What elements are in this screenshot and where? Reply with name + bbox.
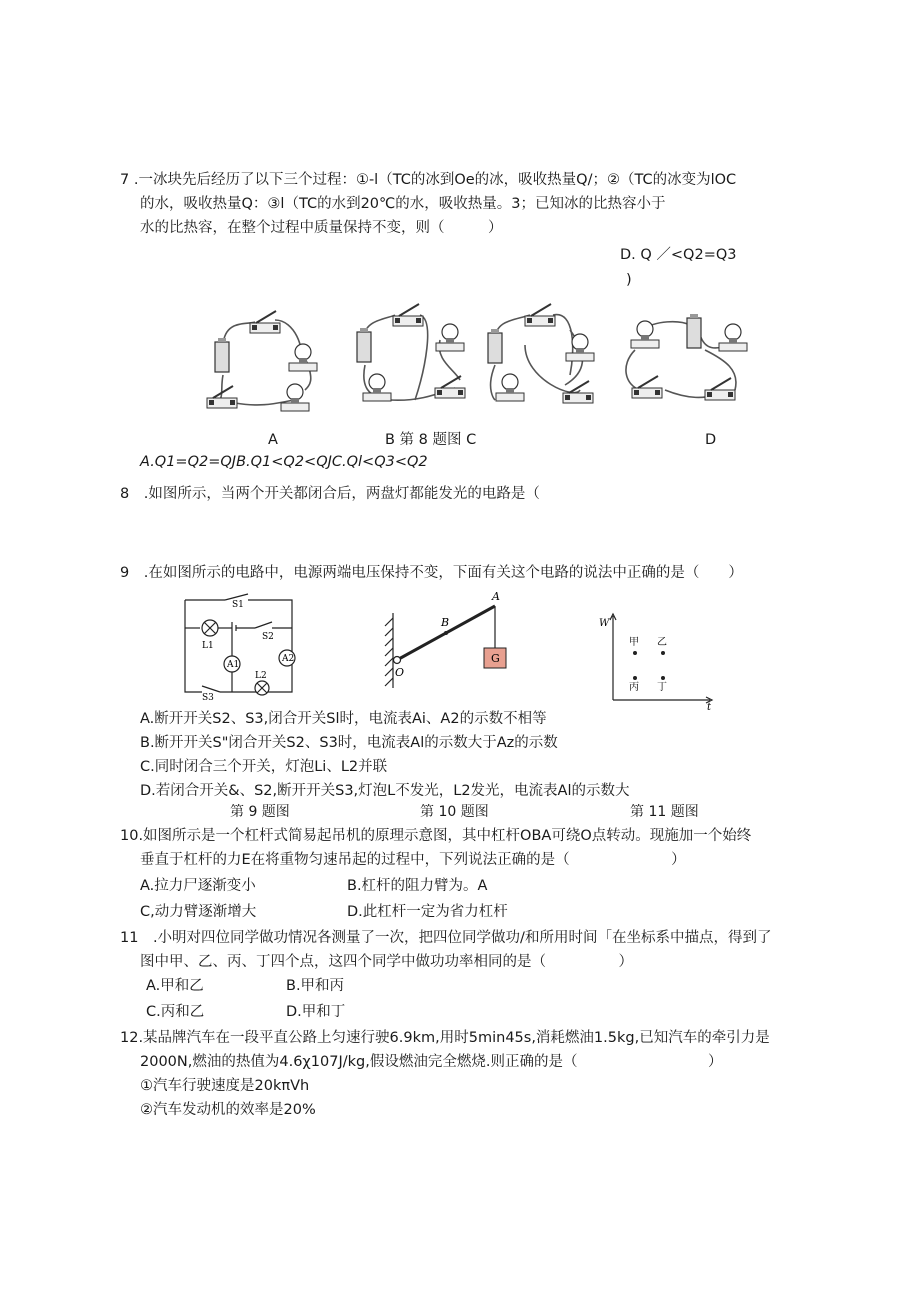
fig11-bing: 丙 <box>629 682 639 693</box>
q11-line1: 11 .小明对四位同学做功情况各测量了一次，把四位同学做功/和所用时间「在坐标系中描点，得到了 <box>120 930 772 946</box>
fig9-l2: L2 <box>255 671 267 681</box>
point-yi <box>661 651 665 655</box>
figure-9 <box>180 592 300 703</box>
point-jia <box>633 651 637 655</box>
figure-11 <box>595 612 720 713</box>
q12-item1: ①汽车行驶速度是20kπVh <box>140 1078 310 1094</box>
fig8-label-a: A <box>268 432 278 448</box>
fig8-label-bc: B 第 8 题图 C <box>385 432 477 448</box>
q11-option-b: B.甲和丙 <box>286 978 345 994</box>
fig10-o: O <box>395 666 405 679</box>
fig9-s2: S2 <box>262 632 274 642</box>
point-ding <box>661 676 665 680</box>
q9-option-a: A.断开开关S2、S3,闭合开关Sl时，电流表Ai、A2的示数不相等 <box>140 711 547 727</box>
circuit-b <box>357 304 465 401</box>
q9-option-b: B.断开开关S"闭合开关S2、S3时，电流表Al的示数大于Az的示数 <box>140 735 558 751</box>
q12-item2: ②汽车发动机的效率是20% <box>140 1102 316 1118</box>
q7-line2: 的水，吸收热量Q：③l（TC的水到20℃的水，吸收热量。3；已知冰的比热容小于 <box>140 196 666 212</box>
caption-fig11: 第 11 题图 <box>630 804 699 820</box>
q10-option-c: C,动力臂逐渐增大 <box>140 904 257 920</box>
fig11-yi: 乙 <box>657 637 667 648</box>
q11-option-d: D.甲和丁 <box>286 1004 346 1020</box>
fig10-g: G <box>491 652 500 665</box>
circuit-d <box>626 314 747 400</box>
point-bing <box>633 676 637 680</box>
fig11-w: W <box>599 618 610 629</box>
q10-option-b: B.杠杆的阻力臂为。A <box>347 878 488 894</box>
q8-text: 8 .如图所示，当两个开关都闭合后，两盘灯都能发光的电路是（ <box>120 486 540 502</box>
q7-line3: 水的比热容，在整个过程中质量保持不变，则（ ） <box>140 220 503 236</box>
q10-line2: 垂直于杠杆的力E在将重物匀速吊起的过程中，下列说法正确的是（ ） <box>140 852 686 868</box>
fig9-s3: S3 <box>202 693 214 703</box>
fig10-a: A <box>492 590 500 603</box>
q9-text: 9 .在如图所示的电路中，电源两端电压保持不变，下面有关这个电路的说法中正确的是（ ） <box>120 565 743 581</box>
circuit-c <box>488 304 594 403</box>
fig9-a1: A1 <box>227 660 240 670</box>
fig9-a2: A2 <box>282 654 295 664</box>
q12-line2: 2000N,燃油的热值为4.6χ107J∕kg,假设燃油完全燃烧.则正确的是（ ） <box>140 1054 723 1070</box>
caption-fig9: 第 9 题图 <box>230 804 290 820</box>
q7-option-d: D. Q ／<Q2=Q3 <box>620 247 737 263</box>
q10-option-a: A.拉力尸逐渐变小 <box>140 878 256 894</box>
q11-line2: 图中甲、乙、丙、丁四个点，这四个同学中做功功率相同的是（ ） <box>140 954 633 970</box>
figure-8 <box>195 290 755 420</box>
fig11-ding: 丁 <box>657 682 667 693</box>
q11-option-a: A.甲和乙 <box>146 978 204 994</box>
circuit-a <box>207 311 317 411</box>
q10-option-d: D.此杠杆一定为省力杠杆 <box>347 904 508 920</box>
fig8-label-d: D <box>705 432 717 448</box>
q10-line1: 10.如图所示是一个杠杆式简易起吊机的原理示意图，其中杠杆OBA可绕O点转动。现施加一个始终 <box>120 828 752 844</box>
q9-option-c: C.同时闭合三个开关，灯泡Li、L2并联 <box>140 759 388 775</box>
q9-option-d: D.若闭合开关&、S2,断开开关S3,灯泡L不发光，L2发光，电流表Al的示数大 <box>140 783 630 799</box>
figure-10 <box>375 588 515 693</box>
fig10-b: B <box>441 616 450 629</box>
fig11-t: t <box>707 702 712 713</box>
q7-line1: 7 .一冰块先后经历了以下三个过程：①-l（TC的冰到Oe的冰，吸收热量Q/；②（TC的冰变为lOC <box>120 172 737 188</box>
fig9-s1: S1 <box>232 600 244 610</box>
q12-line1: 12.某品牌汽车在一段平直公路上匀速行驶6.9km,用时5min45s,消耗燃油1.5kg,已知汽车的牵引力是 <box>120 1030 770 1046</box>
caption-fig10: 第 10 题图 <box>420 804 489 820</box>
fig11-jia: 甲 <box>629 637 639 648</box>
fig9-l1: L1 <box>202 641 214 651</box>
q11-option-c: C.丙和乙 <box>146 1004 205 1020</box>
q7-options-abc: A.Q1=Q2=QJB.Q1<Q2<QJC.Ql<Q3<Q2 <box>140 454 428 470</box>
q7-paren: ) <box>626 272 632 288</box>
